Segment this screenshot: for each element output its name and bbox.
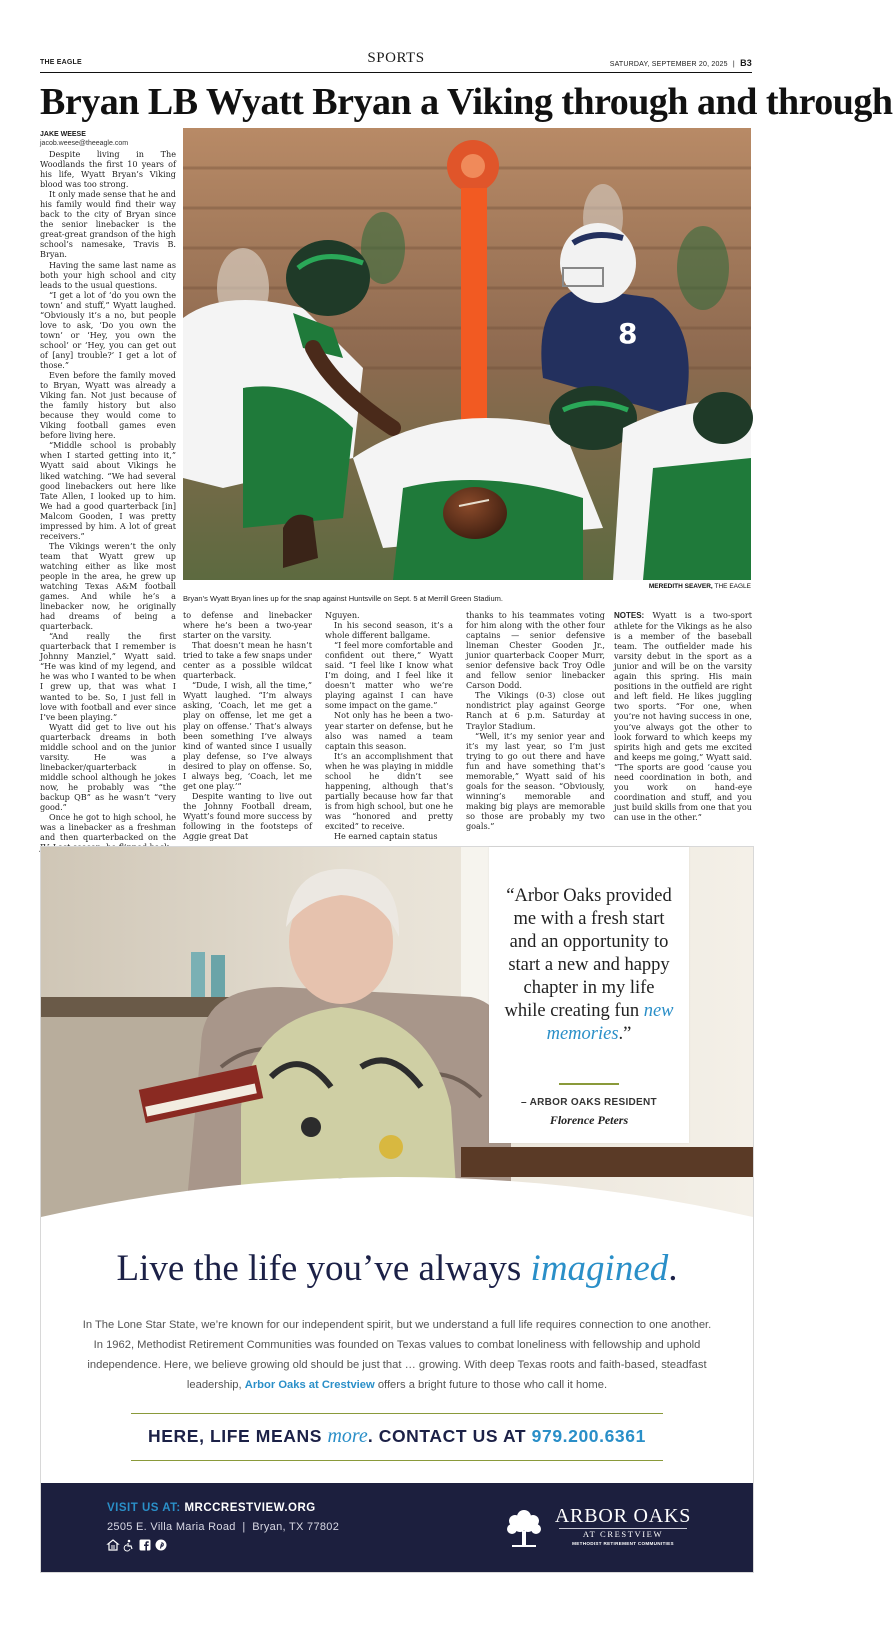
paragraph: It only made sense that he and his family would find their way back to the city of Bryan since the senior linebacker is the great-great grandson of the high school’s namesake, Travis B. Bryan. xyxy=(40,189,176,260)
ad-footer xyxy=(41,1483,753,1572)
soap-bottle xyxy=(211,955,225,997)
paragraph: Once he got to high school, he was a linebacker as a freshman and then quarterbacked on the xyxy=(40,812,176,843)
credit-org: THE EAGLE xyxy=(714,583,751,590)
logo-name: ARBOR OAKS xyxy=(554,1505,692,1527)
paragraph: Despite wanting to live out the Johnny Football dream, Wyatt’s found more success by following in the footsteps of Aggie great Dat xyxy=(183,790,312,842)
ad-address: 2505 E. Villa Maria Road | Bryan, TX 77802 xyxy=(107,1521,340,1533)
issue-date: SATURDAY, SEPTEMBER 20, 2025 xyxy=(609,61,728,68)
logo-tag: METHODIST RETIREMENT COMMUNITIES xyxy=(572,1541,674,1546)
resident-label: – ARBOR OAKS RESIDENT xyxy=(521,1097,657,1108)
jersey-number: 8 xyxy=(618,317,638,350)
football-photo xyxy=(183,128,751,580)
body-highlight: Arbor Oaks at Crestview xyxy=(244,1379,375,1391)
quote-highlight: new memories xyxy=(546,1001,674,1044)
article-photo xyxy=(183,128,751,580)
article-column-2 xyxy=(183,610,312,841)
tagline-main: Live the life you’ve always xyxy=(116,1248,522,1289)
paragraph: “Middle school is probably when I started getting into it,” Wyatt said about Vikings he liked watching. “We had several good linebackers out here like Tate Allen, I looked up to him. We had a good quarterback [in] Malcom Gooden, I was pretty impressed by him. A lot of great receivers.” xyxy=(40,440,176,541)
quote-main: “Arbor Oaks provided me with a fresh start and an opportunity to start a new and happy chapter in my life while creating fun xyxy=(504,886,672,1021)
paragraph: “Well, it’s my senior year and it’s my last year, so I’m just trying to go out there and have fun and have something that’s memorable,” Wyatt said of his goals for the season. “Obviously, winning’s memorable and making big plays are memorable so those are probably my two goals.” xyxy=(466,730,605,831)
page-number: B3 xyxy=(740,58,752,68)
paragraph: “I feel more comfortable and confident out there,” Wyatt said. “I feel like I know what I’m doing, and I feel like it doesn’t matter who we’re playing against I can have some impact on the game.” xyxy=(325,640,453,711)
phone-number[interactable]: 979.200.6361 xyxy=(531,1426,646,1446)
resident-name: Florence Peters xyxy=(549,1113,629,1127)
article-headline: Bryan LB Wyatt Bryan a Viking through and through xyxy=(40,81,893,123)
paragraph: He earned captain status xyxy=(334,831,438,842)
visit-line xyxy=(107,1502,316,1514)
paragraph: Despite living in The Woodlands the first 10 years of his life, Wyatt Bryan’s Viking blood was too strong. xyxy=(40,149,176,190)
paragraph: “Dude, I wish, all the time,” Wyatt laughed. “I’m always asking, ‘Coach, let me get a play on offense, let me get a play on offense.’ That’s always been something I’ve always kind of wanted since I usually play defense, so I’ve always desired to play on offense. So, I always beg, ‘Coach, let me get one play.’” xyxy=(183,680,312,791)
soap-bottle xyxy=(191,952,205,997)
testimonial-card xyxy=(489,847,689,1143)
paragraph: The Vikings (0-3) close out nondistrict play against George Ranch at 6 p.m. Saturday at Traylor Stadium. xyxy=(466,690,605,731)
header-divider: | xyxy=(732,61,735,68)
tagline-highlight: imagined xyxy=(530,1248,669,1289)
paragraph: In his second season, it’s a whole different ballgame. xyxy=(325,620,453,641)
paragraph: to defense and linebacker where he’s been a two-year starter on the varsity. xyxy=(183,610,312,641)
notes-paragraph xyxy=(614,610,752,822)
testimonial-quote xyxy=(501,885,677,1046)
author-name: JAKE WEESE xyxy=(40,131,86,138)
facebook-icon[interactable] xyxy=(139,1539,151,1551)
body-main: In The Lone Star State, we’re known for our independent spirit, but we understand a full life requires connection to one another. In 1962, Methodist Retirement Communities was founded on Texas values to combat loneliness with fellowship and uphold independence. Here, we believe growing old should be just that … growing. With deep Texas roots and faith-based, steadfast leadership, xyxy=(82,1319,712,1391)
article-notes xyxy=(614,610,752,822)
paragraph: That doesn’t mean he hasn’t tried to take a few snaps under center as a possible wildcat quarterback. xyxy=(183,640,312,681)
article-column-4 xyxy=(466,610,605,831)
ad-tagline xyxy=(41,1247,753,1290)
contact-rule-top xyxy=(131,1413,663,1414)
paper-name: THE EAGLE xyxy=(40,59,82,66)
quote-end: .” xyxy=(618,1024,632,1044)
side-table xyxy=(461,1147,753,1177)
author-email[interactable]: jacob.weese@theeagle.com xyxy=(40,140,129,147)
body-end: offers a bright future to those who call it home. xyxy=(377,1379,608,1391)
paragraph: “And really the first quarterback that I remember is Johnny Manziel,” Wyatt said. “He was kind of my legend, and he was who I wanted to be when I grew up, that was what I wanted to be. So, I just fell in love with football and ever since I’ve been playing.” xyxy=(40,631,176,722)
byline xyxy=(40,130,176,148)
contact-pre: HERE, LIFE MEANS xyxy=(148,1426,322,1446)
notes-text: Wyatt is a two-sport athlete for the Vikings as he also is a member of the baseball team. The outfielder made his varsity debut in the sport as a junior and will be on the varsity again this spring. His main positions in the outfield are right and left field. He likes juggling two sports. “For one, when you’re not having success in one, you’ve always got the other to look forward to which keeps my spirits high and gets me excited and keeps me going,” Wyatt said. “The sports are good ’cause you need coordination in both, and you work on hand-eye coordination and stuff, and you just build skills from one that you can use in the other.” xyxy=(614,610,752,822)
header-rule xyxy=(40,72,752,73)
photo-caption: Bryan’s Wyatt Bryan lines up for the snap against Huntsville on Sept. 5 at Merrill Green Stadium. xyxy=(183,594,503,603)
paragraph: Having the same last name as both your high school and city leads to the usual questions. xyxy=(40,259,176,290)
paragraph: Nguyen. xyxy=(325,610,360,620)
paragraph: The Vikings weren’t the only team that Wyatt grew up watching either as like most people in the area, he grew up watching Texas A&M football games. And while he’s a linebacker now, he originally had dreams of being a quarterback. xyxy=(40,540,176,632)
paragraph: thanks to his teammates voting for him along with the other four captains — senior defensive lineman Chester Gooden Jr., junior quarterback Cooper Murr, senior defensive back Troy Odle and fellow senior linebacker Carson Dodd. xyxy=(466,610,605,691)
pinterest-icon[interactable] xyxy=(155,1539,167,1551)
website-link[interactable]: MRCCRESTVIEW.ORG xyxy=(184,1502,316,1514)
paragraph: Not only has he been a two-year starter on defense, but he also was named a team captain this season. xyxy=(325,710,453,751)
contact-highlight: more xyxy=(327,1425,368,1447)
notes-label: NOTES: xyxy=(614,611,645,620)
quote-rule xyxy=(559,1083,619,1085)
footer-icons xyxy=(107,1539,167,1553)
section-title: SPORTS xyxy=(367,50,425,66)
tree-logo-icon xyxy=(504,1505,544,1549)
paragraph: It’s an accomplishment that when he was playing in middle school he didn’t see happening, although that’s partially because how far that is from high school, but one he was “honored and pretty excited” to receive. xyxy=(325,750,453,831)
credit-name: MEREDITH SEAVER, xyxy=(648,583,713,590)
paragraph: “I get a lot of ‘do you own the town’ and stuff,” Wyatt laughed. “Obviously it’s a no, but people love to ask, ‘Do you own the town’ or ‘Hey, you own the school’ or ‘Hey, you can get out of [any] trouble?’ I get a lot of those.” xyxy=(40,289,176,370)
article-column-1 xyxy=(40,149,176,852)
equal-housing-icon xyxy=(107,1539,119,1551)
contact-mid: . CONTACT US AT xyxy=(367,1426,527,1446)
header-date-line xyxy=(610,58,752,68)
ad-body-copy xyxy=(81,1315,713,1395)
logo-text xyxy=(553,1505,693,1548)
contact-rule-bottom xyxy=(131,1460,663,1461)
paragraph: Wyatt did get to live out his quarterback dreams in both middle school and on the junior varsity. He was a linebacker/quarterback in middle school although he jokes now, he probably was “the backup QB” as he wasn’t “very good.” xyxy=(40,721,176,813)
paragraph: Even before the family moved to Bryan, Wyatt was already a Viking fan. Not just because of the family history but also because they would come to Viking football games even before living here. xyxy=(40,370,176,441)
arbor-oaks-ad xyxy=(40,846,754,1573)
logo-sub: AT CRESTVIEW xyxy=(582,1529,664,1539)
accessibility-icon xyxy=(123,1539,135,1551)
football xyxy=(443,487,507,539)
tagline-end: . xyxy=(668,1248,678,1289)
article-column-3 xyxy=(325,610,453,841)
photo-credit xyxy=(560,583,751,590)
contact-line xyxy=(41,1425,753,1448)
visit-label: VISIT US AT: xyxy=(107,1502,181,1514)
